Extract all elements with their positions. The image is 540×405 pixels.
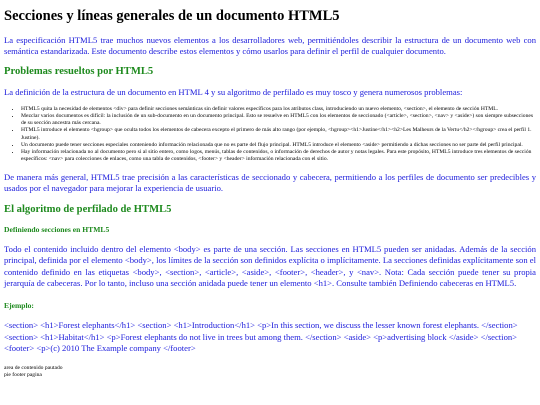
page-title: Secciones y líneas generales de un documento HTML5 — [4, 8, 340, 24]
problems-lead-paragraph: La definición de la estructura de un documento en HTML 4 y su algoritmo de perfilado es muy tosco y genera numerosos problemas: — [4, 87, 463, 98]
list-item: • Hay información relacionada no al documento pero si al sitio entero, como logos, menús, tablas de contenidos, o información de derechos de autor y notas legales. Para este propósito, HTML5 introduce tres elementos de sección específicos: <nav> para colecciones de enlaces, como una tabla de contenidos, <footer> y <header> información relacionada con el sitio. — [21, 149, 536, 163]
intro-paragraph: La especificación HTML5 trae muchos nuevos elementos a los desarrolladores web, permitiéndoles describir la estructura de un documento web con semántica estandarizada. Este documento describe estos elementos y cómo usarlos para definir el perfil de cualquier documento. — [4, 35, 536, 56]
footer-page-text: pie footer pagina — [4, 371, 42, 378]
defining-sections-heading: Definiendo secciones en HTML5 — [4, 224, 110, 234]
footer-area-text: area de contenido pautado — [4, 364, 63, 371]
list-item: • Un documento puede tener secciones especiales conteniendo información relacionada que no es parte del flujo principal. HTML5 introduce el elemento <aside> permitiendo a dichas secciones no ser parte del perfil principal. — [21, 142, 536, 149]
general-paragraph: De manera más general, HTML5 trae precisión a las características de seccionado y cabecera, permitiendo a los perfiles de documento ser predecibles y usados por el navegador para mejorar la experiencia de usuario. — [4, 172, 536, 193]
problems-list — [4, 106, 536, 164]
list-item: • HTML5 introduce el elemento <hgroup> que oculta todos los elementos de cabecera excepto el primero de más alto rango (por ejemplo, <hgroup><h1>Justine</h1><h2>Les Malheurs de la Vertu</h2></hgroup> crea el perfil 1. Justine). — [21, 127, 536, 141]
problems-heading: Problemas resueltos por HTML5 — [4, 66, 154, 78]
list-item: • Mezclar varios documentos es difícil: la inclusión de un sub-documento en un documento principal. Esto se resuelve en HTML5 con los elementos de seccionado (<article>, <section>, <nav> y <aside>) son siempre subsecciones de su sección ancestra más cercana. — [21, 113, 536, 127]
example-code: <section> <h1>Forest elephants</h1> <section> <h1>Introduction</h1> <p>In this section, we discuss the lesser known forest elephants. </section> <section> <h1>Habitat</h1> <p>Forest elephants do not live in trees but among them. </section> <aside> <p>advertising block </aside> </section> <footer> <p>(c) 2010 The Example company </footer> — [4, 319, 518, 354]
example-heading: Ejemplo: — [4, 300, 34, 310]
algorithm-heading: El algoritmo de perfilado de HTML5 — [4, 203, 172, 215]
defining-sections-paragraph: Todo el contenido incluido dentro del elemento <body> es parte de una sección. Las secciones en HTML5 pueden ser anidadas. Además de la sección principal, definida por el elemento <body>, los límites de la sección son definidos explícita o implícitamente. La secciones definidas explícitamente son el contenido definido en las etiquetas <body>, <section>, <article>, <aside>, <footer>, <header>, y <nav>. Nota: Cada sección puede tener su propia jerarquía de cabeceras. Por lo tanto, incluso una sección anidada puede tener un elemento <h1>. Consulte también Definiendo cabeceras en HTML5. — [4, 243, 536, 289]
list-item: • HTML5 quita la necesidad de elementos <div> para definir secciones semánticas sin definir valores específicos para los atributos class, introduciendo un nuevo elemento, <section>, el elemento de sección HTML. — [21, 106, 536, 113]
